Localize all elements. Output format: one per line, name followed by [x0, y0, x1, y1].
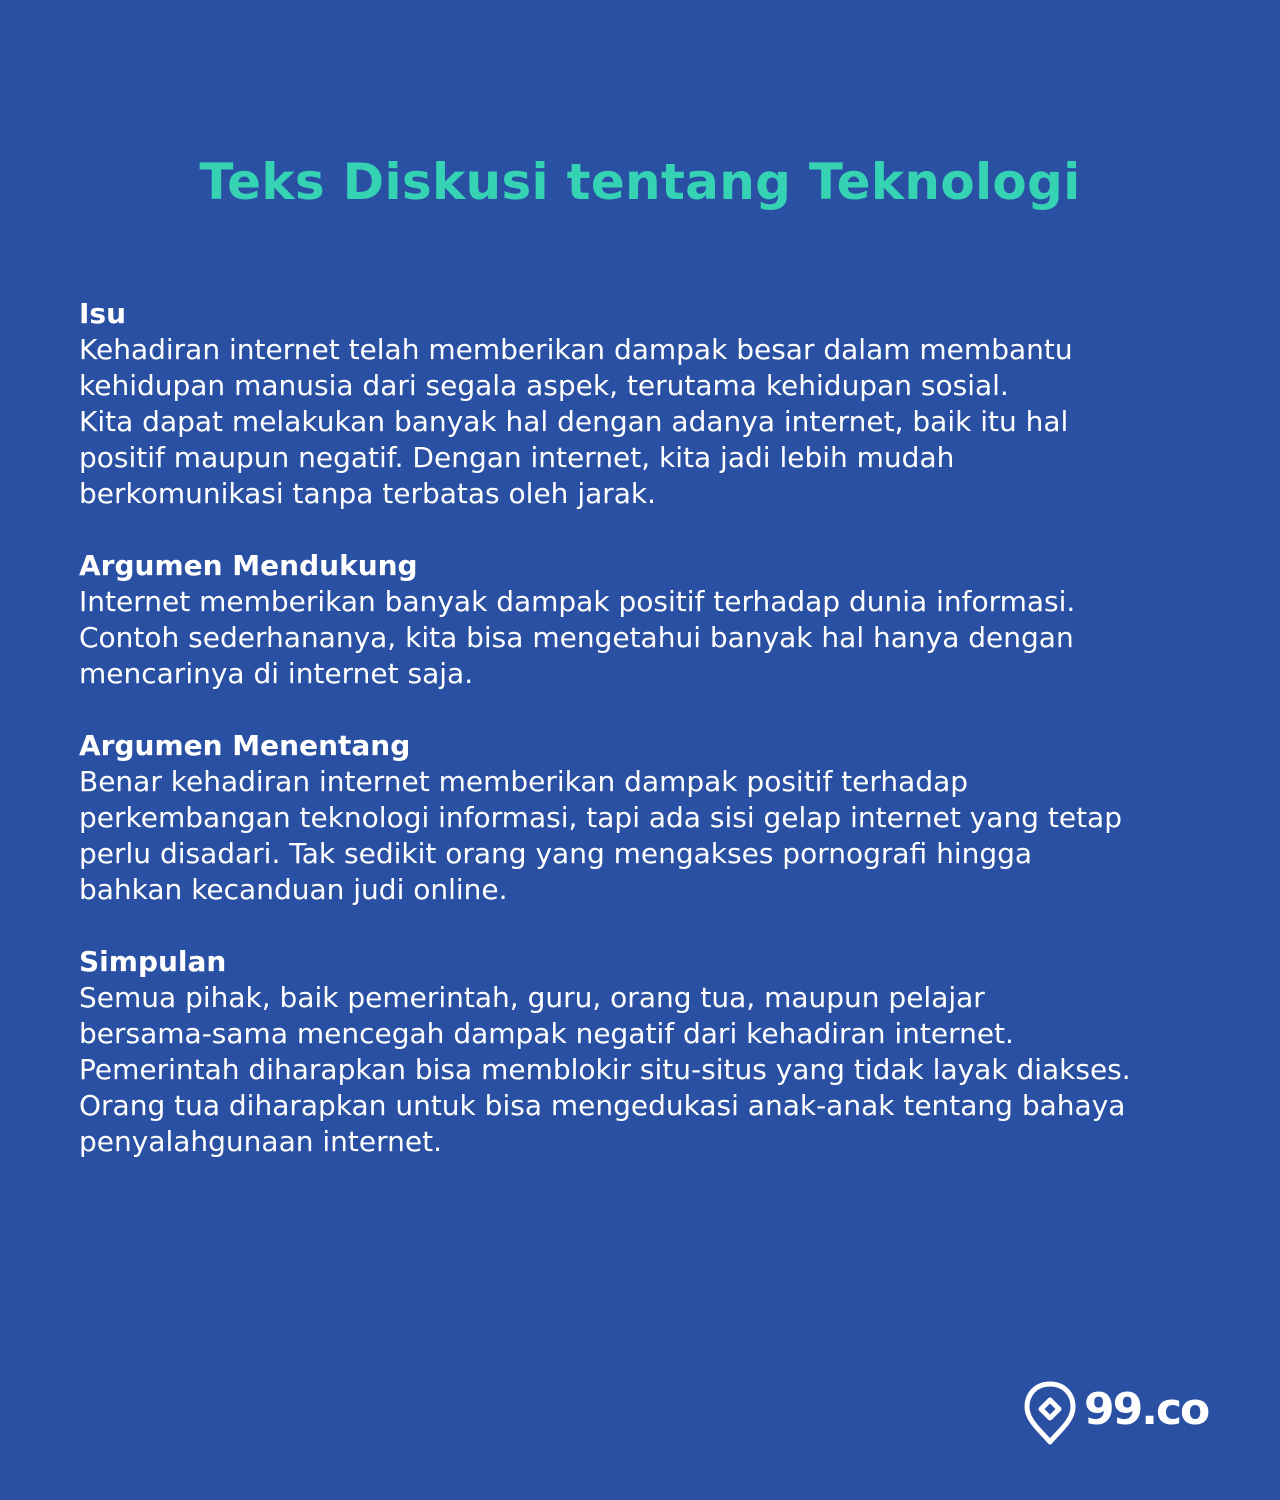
body-line: Internet memberikan banyak dampak positif terhadap dunia informasi. [79, 585, 1076, 618]
page-title: Teks Diskusi tentang Teknologi [199, 153, 1081, 211]
body-line: perlu disadari. Tak sedikit orang yang mengakses pornografi hingga [79, 837, 1033, 870]
location-pin-icon [1022, 1380, 1078, 1446]
body-line: berkomunikasi tanpa terbatas oleh jarak. [79, 477, 657, 510]
logo-wordmark: 99.co [1084, 1384, 1209, 1435]
section-body [79, 980, 1239, 1160]
body-line: Semua pihak, baik pemerintah, guru, orang tua, maupun pelajar [79, 981, 985, 1014]
body-line: Benar kehadiran internet memberikan dampak positif terhadap [79, 765, 969, 798]
body-line: perkembangan teknologi informasi, tapi ada sisi gelap internet yang tetap [79, 801, 1122, 834]
body-line: Orang tua diharapkan untuk bisa mengedukasi anak-anak tentang bahaya [79, 1089, 1126, 1122]
section-argumen-mendukung [79, 548, 1239, 692]
body-line: Kehadiran internet telah memberikan dampak besar dalam membantu [79, 333, 1073, 366]
body-line: Contoh sederhananya, kita bisa mengetahui banyak hal hanya dengan [79, 621, 1074, 654]
body-line: Kita dapat melakukan banyak hal dengan adanya internet, baik itu hal [79, 405, 1069, 438]
discussion-content [79, 296, 1239, 1196]
body-line: positif maupun negatif. Dengan internet, kita jadi lebih mudah [79, 441, 955, 474]
body-line: bahkan kecanduan judi online. [79, 873, 508, 906]
body-line: bersama-sama mencegah dampak negatif dari kehadiran internet. [79, 1017, 1014, 1050]
section-body [79, 332, 1239, 512]
brand-logo [1022, 1380, 1209, 1446]
body-line: mencarinya di internet saja. [79, 657, 474, 690]
body-line: penyalahgunaan internet. [79, 1125, 442, 1158]
section-simpulan [79, 944, 1239, 1160]
body-line: Pemerintah diharapkan bisa memblokir situ-situs yang tidak layak diakses. [79, 1053, 1131, 1086]
section-heading: Simpulan [79, 945, 227, 978]
section-isu [79, 296, 1239, 512]
section-argumen-menentang [79, 728, 1239, 908]
body-line: kehidupan manusia dari segala aspek, terutama kehidupan sosial. [79, 369, 1009, 402]
section-heading: Argumen Mendukung [79, 549, 418, 582]
section-heading: Isu [79, 297, 127, 330]
section-body [79, 584, 1239, 692]
section-body [79, 764, 1239, 908]
section-heading: Argumen Menentang [79, 729, 411, 762]
